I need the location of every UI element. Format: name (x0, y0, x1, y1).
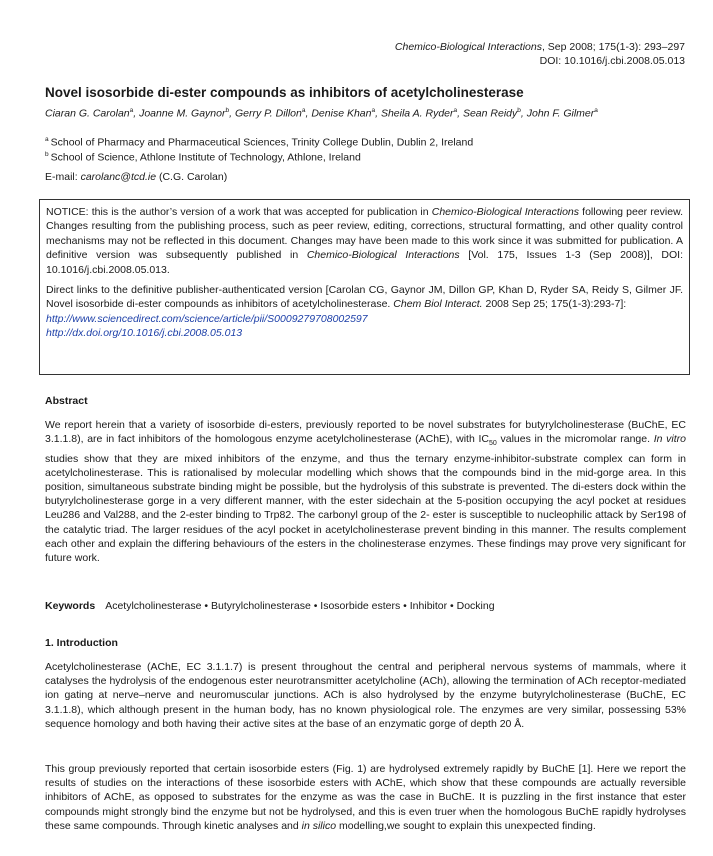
intro-text: This group previously reported that certain isosorbide esters (Fig. 1) are hydrolysed extremely rapidly by BuChE [1]. Here we report the results of studies on the interactions of these isosorbide esters with AChE, which show that these compounds are actually reversible inhibitors of AChE, as opposed to substrates for the enzyme as was the case in BuChE. It is puzzling in the first instance that ester compounds might strongly bind the enzyme but not be hydrolysed, and this is even truer when the homologous BuChE rapidly hydrolyses these same compounds. Through kinetic analyses and (45, 763, 686, 832)
abstract-text: studies show that they are mixed inhibitors of the enzyme, and thus the ternary enzyme-inhibitor-substrate complex can form in acetylcholinesterase. This is rationalised by molecular modelling which shows that the compounds bind in the mid-gorge area. In this position, simultaneous substrate binding might be possible, but the hydrolysis of this substrate is prevented. The di-esters dock within the butyrylcholinesterase gorge in a very different manner, with the ester sidechain at the 5-position occupying the acyl pocket at residues Leu286 and Val288, and the 2-ester binding to Trp82. The carbonyl group of the 2- ester is susceptible to nucleophilic attack by Ser198 of the catalytic triad. The larger residues of the acyl pocket in acetylcholinesterase prevent binding in this manner. The results complement each other and explain the differing behaviours of the esters in the cholinesterase enzymes. These findings may prove very significant for future work. (45, 452, 686, 564)
notice-text: following peer review. Changes resulting from the publishing process, such as peer review, editing, corrections, structural formatting, and other quality control mechanisms may not be reflected in this document. Changes may have been made to this work since it was submitted for publication. A definitive version was subsequently published in (46, 206, 683, 262)
notice-journal-name: Chemico-Biological Interactions (431, 206, 580, 218)
affiliation-text: School of Pharmacy and Pharmaceutical Sciences, Trinity College Dublin, Dublin 2, Ireland (50, 136, 474, 149)
sciencedirect-link[interactable]: http://www.sciencedirect.com/science/article/pii/S0009279708002597 (46, 312, 368, 325)
affiliation-b (45, 151, 361, 164)
author-name: Denise Khan (311, 107, 372, 120)
ic50-subscript: 50 (489, 440, 497, 448)
author-affiliation-mark: a (129, 107, 134, 114)
abstract-text: We report herein that a variety of isosorbide di-esters, previously reported to be novel substrates for butyrylcholinesterase (BuChE, EC 3.1.1.8), are in fact inhibitors of the homologous enzyme acetylcholinesterase (AChE), with IC (45, 419, 686, 446)
email-note: (C.G. Carolan) (156, 171, 228, 183)
author-name: Joanne M. Gaynor (139, 107, 226, 120)
notice-paragraph (46, 205, 683, 277)
author-name: John F. Gilmer (526, 107, 595, 120)
author-version-notice (39, 199, 690, 375)
email-label: E-mail: (45, 171, 81, 183)
author-affiliation-mark: a (301, 107, 306, 114)
affiliation-a (45, 136, 473, 149)
journal-ref: , Sep 2008; 175(1-3): 293–297 (541, 41, 685, 53)
author-affiliation-mark: a (594, 107, 598, 114)
author-name: Sean Reidy (462, 107, 518, 120)
doi-link[interactable]: http://dx.doi.org/10.1016/j.cbi.2008.05.013 (46, 327, 243, 340)
email-address-link[interactable]: carolanc@tcd.ie (80, 171, 157, 183)
author-affiliation-mark: b (517, 107, 521, 114)
abstract-body (45, 418, 686, 565)
publisher-links-paragraph (46, 283, 683, 341)
notice-text: Direct links to the definitive publisher-authenticated version [Carolan CG, Gaynor JM, Dillon GP, Khan D, Ryder SA, Reidy S, Gilmer JF. Novel isosorbide di-ester compounds as inhibitors of acetylcholinesterase. (46, 284, 683, 311)
abstract-text: values in the micromolar range. (496, 433, 654, 446)
intro-text: modelling,we sought to explain this unexpected finding. (336, 819, 596, 832)
notice-journal-abbrev: Chem Biol Interact. (393, 298, 483, 311)
affiliation-mark: a (45, 136, 49, 143)
author-name: Ciaran G. Carolan (45, 107, 130, 120)
paper-title: Novel isosorbide di-ester compounds as inhibitors of acetylcholinesterase (45, 85, 524, 100)
author-affiliation-mark: a (453, 107, 458, 114)
notice-journal-name: Chemico-Biological Interactions (306, 249, 460, 262)
notice-text: 2008 Sep 25; 175(1-3):293-7]: (482, 298, 627, 311)
journal-citation (395, 40, 685, 54)
abstract-heading: Abstract (45, 395, 88, 407)
keywords-line (45, 600, 495, 612)
keywords-list: Acetylcholinesterase • Butyrylcholinesterase • Isosorbide esters • Inhibitor • Docking (105, 600, 495, 612)
introduction-paragraph-2 (45, 762, 686, 833)
affiliation-text: School of Science, Athlone Institute of Technology, Athlone, Ireland (50, 151, 361, 164)
abstract-italic-term: In vitro (653, 433, 686, 446)
journal-name: Chemico-Biological Interactions (394, 41, 542, 53)
keywords-label: Keywords (45, 600, 96, 612)
notice-text: [Vol. 175, Issues 1-3 (Sep 2008)], DOI: 10.1016/j.cbi.2008.05.013. (46, 249, 683, 276)
affiliation-mark: b (45, 151, 49, 158)
introduction-paragraph-1: Acetylcholinesterase (AChE, EC 3.1.1.7) is present throughout the central and peripheral nervous systems of mammals, where it catalyses the hydrolysis of the endogenous ester neurotransmitter acetylcholine (ACh), allowing the termination of ACh receptor-mediated ion gating at nerve–nerve and neuromuscular junctions. ACh is also hydrolysed by the enzyme butyrylcholinesterase (BuChE, EC 3.1.1.8), which although present in the human body, has no known physiological role. The enzymes are very similar, possessing 53% sequence homology and both having their active sites at the base of an enzymatic gorge of depth 20 Å. (45, 661, 686, 730)
author-list: Ciaran G. Carolan$^a$, Joanne M. Gaynor$^b$, Gerry P. Dillon$^a$, Denise Khan$^a$, Sheila A. Ryder$^a$, Sean Reidy$^b$, John F. Gilmer$^a$ (45, 107, 598, 120)
author-name: Gerry P. Dillon (234, 107, 302, 120)
introduction-heading: 1. Introduction (45, 637, 118, 649)
author-affiliation-mark: a (371, 107, 376, 114)
author-name: Sheila A. Ryder (380, 107, 454, 120)
author-affiliation-mark: b (225, 107, 230, 114)
intro-italic-term: in silico (301, 819, 337, 832)
notice-text: NOTICE: this is the author’s version of a work that was accepted for publication in (46, 206, 432, 218)
journal-doi: DOI: 10.1016/j.cbi.2008.05.013 (539, 55, 685, 67)
contact-email (45, 171, 227, 183)
journal-header (395, 40, 685, 68)
